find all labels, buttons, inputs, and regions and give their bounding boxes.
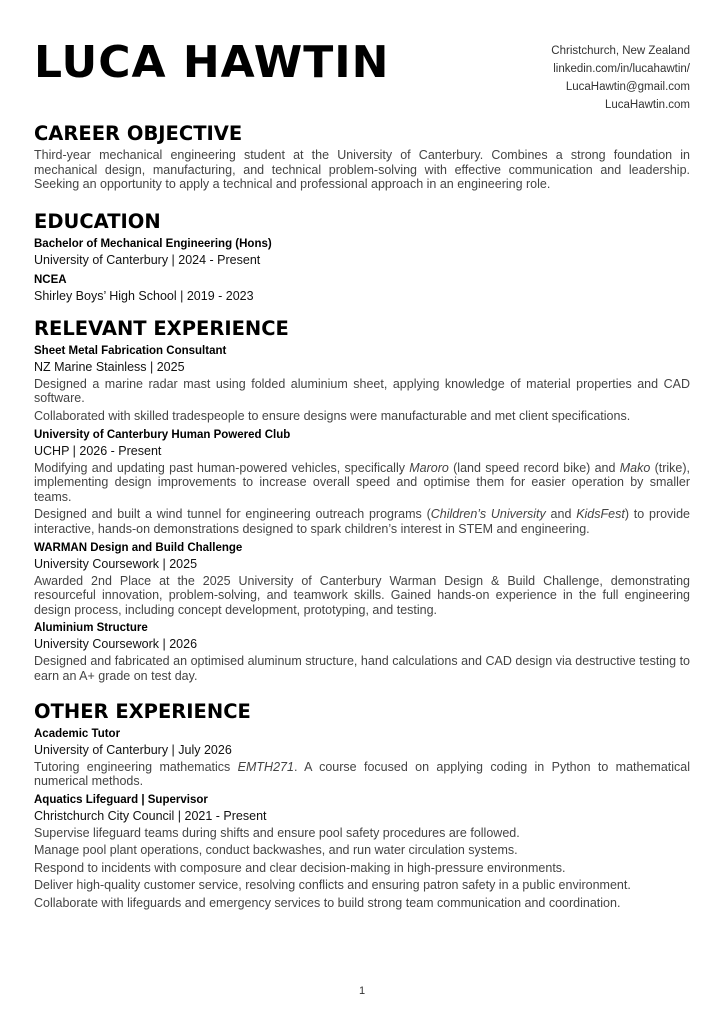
job-title: Academic Tutor <box>34 727 121 740</box>
candidate-name: LUCA HAWTIN <box>34 37 390 88</box>
degree-institution: Shirley Boys’ High School | 2019 - 2023 <box>34 288 254 303</box>
section-title-other-experience: OTHER EXPERIENCE <box>34 699 251 723</box>
job-organization: UCHP | 2026 - Present <box>34 443 162 458</box>
section-title-career-objective: CAREER OBJECTIVE <box>34 122 243 145</box>
education-entry <box>34 237 690 269</box>
job-description: Manage pool plant operations, conduct backwashes, and run water circulation systems. <box>34 843 518 858</box>
experience-entry <box>34 541 690 618</box>
relevant-experience-section <box>34 317 690 684</box>
job-description: Designed and built a wind tunnel for engineering outreach programs (Children’s University and KidsFest) to provide interactive, hands-on demonstrations designed to spark children’s interest in STEM and engineering. <box>34 507 690 536</box>
job-description: Tutoring engineering mathematics EMTH271. A course focused on applying coding in Python to mathematical numerical methods. <box>34 759 691 789</box>
job-organization: University Coursework | 2025 <box>34 556 198 571</box>
page-number: 1 <box>358 985 366 997</box>
experience-entry <box>34 727 690 789</box>
job-title: Sheet Metal Fabrication Consultant <box>34 344 227 357</box>
contact-block <box>551 42 690 114</box>
contact-linkedin[interactable]: linkedin.com/in/lucahawtin/ <box>553 63 690 75</box>
job-title: WARMAN Design and Build Challenge <box>34 541 243 554</box>
job-description: Awarded 2nd Place at the 2025 University of Canterbury Warman Design & Build Challenge, demonstrating resourceful innovation, problem-solving, and teamwork skills. Gained hands-on experience in the full engineering design process, including concept development, prototyping, and testing. <box>34 573 690 617</box>
section-title-relevant-experience: RELEVANT EXPERIENCE <box>34 316 289 340</box>
career-objective-text: Third-year mechanical engineering student at the University of Canterbury. Combines a strong foundation in mechanical design, manufacturing, and technical problem-solving with effective communication and leadership. Seeking an opportunity to apply a technical and professional approach in an engineering role. <box>34 148 690 192</box>
contact-website[interactable]: LucaHawtin.com <box>604 99 690 111</box>
degree-title: NCEA <box>34 273 67 286</box>
job-organization: Christchurch City Council | 2021 - Present <box>34 808 267 823</box>
job-organization: NZ Marine Stainless | 2025 <box>34 359 185 374</box>
job-description: Collaborated with skilled tradespeople to ensure designs were manufacturable and met client specifications. <box>34 408 631 423</box>
job-description: Collaborate with lifeguards and emergency services to build strong team communication and coordination. <box>34 896 621 911</box>
education-section <box>34 210 690 305</box>
job-title: Aquatics Lifeguard | Supervisor <box>34 793 208 806</box>
job-description: Designed and fabricated an optimised aluminum structure, hand calculations and CAD design via destructive testing to earn an A+ grade on test day. <box>34 654 690 683</box>
education-entry <box>34 273 690 305</box>
job-description: Supervise lifeguard teams during shifts and ensure pool safety procedures are followed. <box>34 825 520 840</box>
job-title: University of Canterbury Human Powered Club <box>34 428 291 441</box>
job-title: Aluminium Structure <box>34 622 148 635</box>
experience-entry <box>34 793 690 911</box>
job-organization: University Coursework | 2026 <box>34 637 198 652</box>
experience-entry <box>34 344 690 424</box>
job-description: Respond to incidents with composure and clear decision-making in high-pressure environments. <box>34 860 566 875</box>
degree-title: Bachelor of Mechanical Engineering (Hons) <box>34 237 272 250</box>
job-description: Designed a marine radar mast using folded aluminium sheet, applying knowledge of material properties and CAD software. <box>34 376 690 406</box>
degree-institution: University of Canterbury | 2024 - Present <box>34 252 261 267</box>
section-title-education: EDUCATION <box>34 209 161 233</box>
experience-entry <box>34 621 690 683</box>
resume-body <box>34 122 690 923</box>
job-description: Modifying and updating past human-powered vehicles, specifically Maroro (land speed record bike) and Mako (trike), implementing design improvements to increase overall speed and optimise them for easier operation by smaller teams. <box>34 460 690 504</box>
career-objective-section <box>34 122 690 192</box>
other-experience-section <box>34 700 690 911</box>
contact-location: Christchurch, New Zealand <box>551 45 690 57</box>
job-organization: University of Canterbury | July 2026 <box>34 742 232 757</box>
contact-email[interactable]: LucaHawtin@gmail.com <box>565 81 690 93</box>
job-description: Deliver high-quality customer service, resolving conflicts and ensuring patron safety in a public environment. <box>34 878 631 893</box>
experience-entry <box>34 428 690 537</box>
